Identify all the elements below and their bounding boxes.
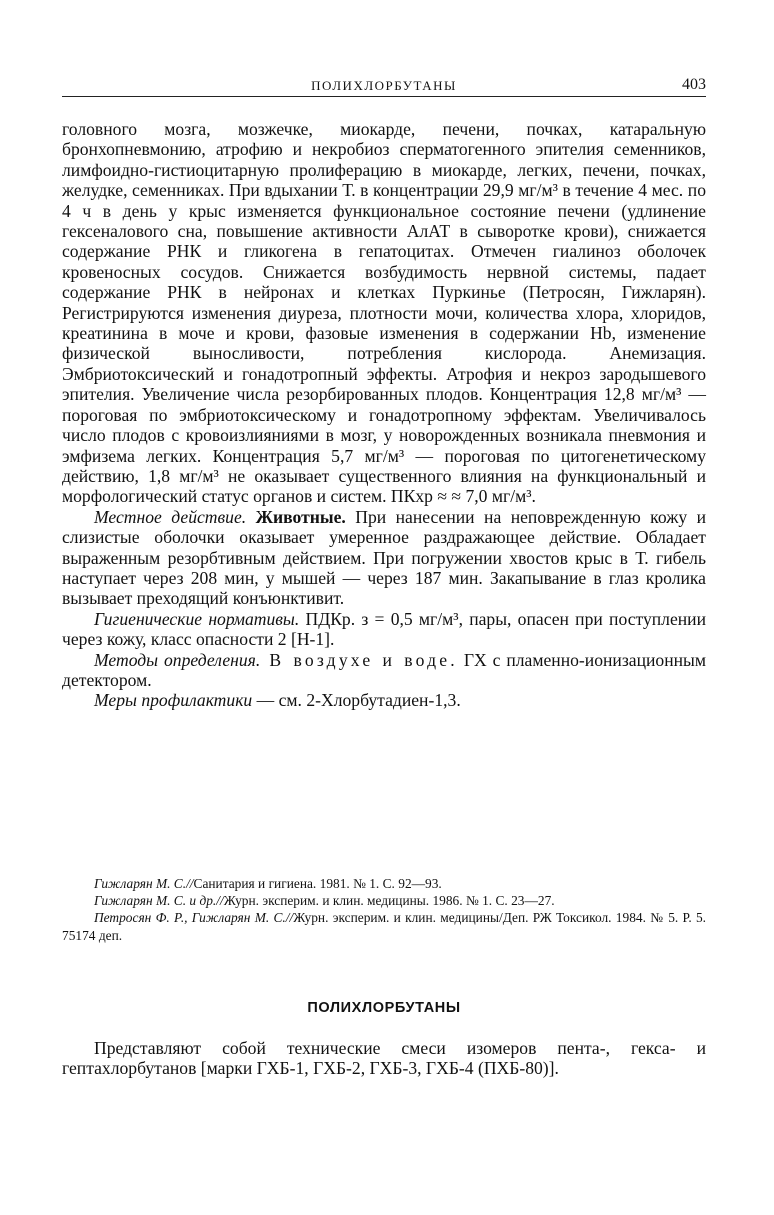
reference-list [62, 875, 706, 944]
running-title: ПОЛИХЛОРБУТАНЫ [311, 78, 457, 93]
prevention-label: Меры профилактики [94, 690, 253, 711]
section-heading: ПОЛИХЛОРБУТАНЫ [307, 1000, 461, 1016]
methods-label: Методы определения. [94, 649, 261, 670]
reference-item [62, 892, 706, 909]
effects-paragraph: головного мозга, мозжечке, миокарде, печени, почках, катаральную бронхопневмонию, атрофию и некробиоз сперматогенного эпителия семенников, лимфоидно-гистиоцитарную пролиферацию в миокарде, легких, печени, почках, желудке, семенниках. При вдыхании Т. в концентрации 29,9 мг/м³ в течение 4 мес. по 4 ч в день у крыс изменяется функциональное состояние печени (удлинение гексеналового сна, повышение активности АлАТ в сыворотке крови), снижается содержание РНК и гликогена в гепатоцитах. Отмечен гиалиноз оболочек кровеносных сосудов. Снижается возбудимость нервной системы, падает содержание РНК в нейронах и клетках Пуркинье (Петросян, Гижларян). Регистрируются изменения диуреза, плотности мочи, количества хлора, хлоридов, креатинина в моче и крови, фазовые изменения в содержании Hb, изменение физической выносливости, потребления кислорода. Анемизация. Эмбриотоксический и гонадотропный эффекты. Атрофия и некроз зародышевого эпителия. Увеличение числа резорбированных плодов. Концентрация 12,8 мг/м³ — пороговая по эмбриотоксическому и гонадотропному эффектам. Увеличивалось число плодов с кровоизлияниями в мозг, у новорожденных возникала пневмония и эмфизема легких. Концентрация 5,7 мг/м³ — пороговая по цитогенетическому действию, 1,8 мг/м³ не оказывает существенного влияния на функциональный и морфологический статус органов и систем. ПКхр ≈ ≈ 7,0 мг/м³. [62, 119, 706, 507]
animals-label: Животные. [255, 506, 346, 527]
hygiene-text: ПДКр. з = 0,5 мг/м³, пары, опасен при поступлении через кожу, класс опасности 2 [Н-1]. [62, 608, 707, 650]
reference-source: Санитария и гигиена. 1981. № 1. С. 92—93. [193, 876, 442, 891]
reference-source: Журн. эксперим. и клин. медицины/Деп. РЖ Токсикол. 1984. № 5. Р. 5. 75174 деп. [62, 910, 706, 943]
hygiene-label: Гигиенические нормативы. [94, 608, 300, 629]
running-header [62, 76, 706, 97]
methods-media: В воздухе и воде. [260, 649, 458, 670]
prevention-paragraph [62, 690, 706, 710]
local-action-text: При нанесении на неповрежденную кожу и слизистые оболочки оказывает умеренное раздражающее действие. Обладает выраженным резорбтивным действием. При погружении хвостов крыс в Т. гибель наступает через 208 мин, у мышей — через 187 мин. Закапывание в глаз кролика вызывает преходящий конъюнктивит. [62, 506, 706, 609]
intro-paragraph: Представляют собой технические смеси изомеров пента-, гекса- и гептахлорбутанов [марки ГХБ-1, ГХБ-2, ГХБ-3, ГХБ-4 (ПХБ-80)]. [62, 1038, 706, 1079]
prevention-text: — см. 2-Хлорбутадиен-1,3. [252, 690, 461, 711]
reference-source: Журн. эксперим. и клин. медицины. 1986. № 1. С. 23—27. [223, 893, 555, 909]
article-body [62, 119, 706, 711]
reference-authors: Петросян Ф. Р., Гижларян М. С.// [94, 910, 294, 926]
reference-item [62, 909, 706, 943]
methods-paragraph [62, 650, 706, 691]
reference-authors: Гижларян М. С. и др.// [94, 893, 224, 909]
local-action-label: Местное действие. [94, 506, 247, 527]
hygiene-paragraph [62, 609, 706, 650]
local-action-paragraph [62, 507, 706, 609]
page-number: 403 [682, 76, 706, 93]
reference-authors: Гижларян М. С.// [94, 876, 194, 891]
reference-item [62, 875, 706, 892]
methods-text: ГХ с пламенно-ионизационным детектором. [62, 649, 706, 690]
section-intro [62, 1038, 706, 1079]
